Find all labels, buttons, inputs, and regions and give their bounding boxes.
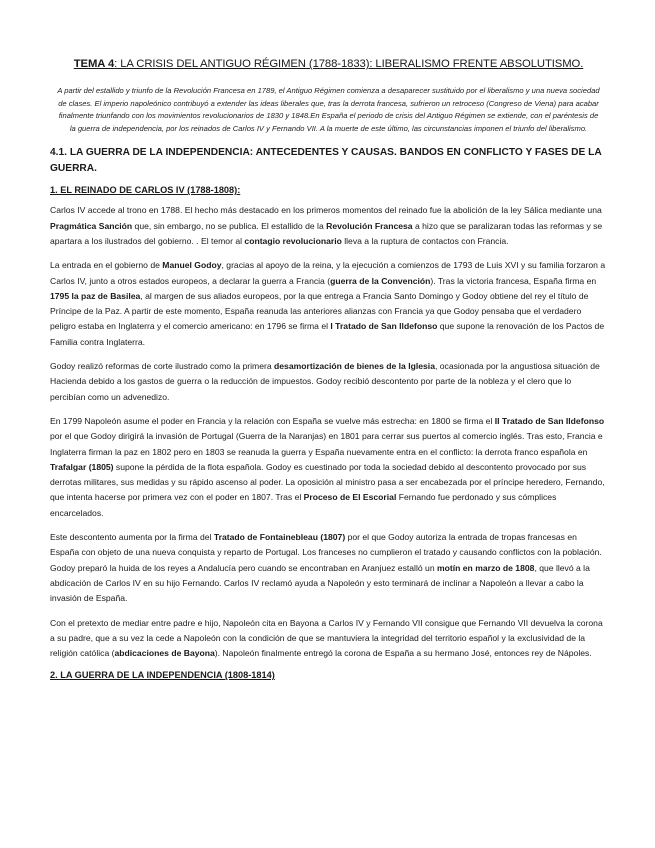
bold-term: Proceso de El Escorial — [303, 492, 397, 503]
text-run: por el que Godoy autoriza la entrada de tropas francesas en España con objeto de una nueva conquista y reparto de Portugal. Los franceses no cumplieron el tratado y causando conflictos con la población. Godoy preparó la huida de los reyes a Andalucía pero cuando se encontraban en Aranjuez estalló un — [50, 532, 602, 573]
text-run: La entrada en el gobierno de — [50, 260, 163, 271]
bold-term: contagio revolucionario — [244, 235, 342, 246]
body-paragraph — [50, 414, 607, 521]
text-run: a hizo que se paralizaran todas las reformas y se apartara a los ilustrados del gobierno. . El temor al — [50, 220, 603, 246]
text-run: Con el pretexto de mediar entre padre e hijo, Napoleón cita en Bayona a Carlos IV y Fernando VII consigue que Fernando VII devuelva la corona a su padre, que a su vez la cede a Napoleón con la condición de que se mantuviera la integridad del territorio español y la exclusividad de la religión católica ( — [50, 617, 603, 659]
text-run: Godoy realizó reformas de corte ilustrado como la primera — [50, 361, 275, 372]
text-run: , que llevó a la abdicación de Carlos IV en su hijo Fernando. Carlos IV reclamó ayuda a Napoleón y esto terminará de inclinar a Napoleón a llevar a cabo la invasión de España. — [50, 562, 590, 604]
text-run: por el que Godoy dirigirá la invasión de Portugal (Guerra de la Naranjas) en 1801 para cerrar sus puertos al comercio inglés. Tras esto, Francia e Inglaterra firman la paz en 1802 pero en 1803 se reanuda la guerra y España nuevamente entra en el conflicto: la derrota franco española en — [50, 431, 603, 457]
section-heading: 4.1. LA GUERRA DE LA INDEPENDENCIA: ANTECEDENTES Y CAUSAS. BANDOS EN CONFLICTO Y FASES DE LA GUERRA. — [50, 147, 602, 175]
text-run: Este descontento aumenta por la firma del — [50, 532, 214, 543]
bold-term: guerra de la Convención — [330, 275, 431, 286]
document-title — [50, 58, 607, 70]
text-run: , ocasionada por la angustiosa situación de Hacienda debido a los gastos de guerra o la reducción de impuestos. Godoy recibió descontento por parte de la nobleza y el clero que lo percibían como un advenedizo. — [50, 361, 600, 402]
title-topic-label: TEMA 4 — [73, 58, 115, 70]
bold-term: abdicaciones de Bayona — [114, 648, 215, 659]
text-run: , gracias al apoyo de la reina, y la ejecución a comienzos de 1793 de Luis XVI y su familia forzaron a Carlos IV, junto a otros estados europeos, a declarar la guerra a Francia ( — [50, 260, 606, 286]
bold-term: I Tratado de San Ildefonso — [330, 321, 438, 332]
text-run: En 1799 Napoleón asume el poder en Francia y la relación con España se vuelve más estrecha: en 1800 se firma el — [50, 415, 495, 426]
text-run: que, sin embargo, no se publica. El estallido de la — [132, 220, 327, 231]
text-run: ). Napoleón finalmente entregó la corona de España a su hermano José, entonces rey de Nápoles. — [214, 648, 592, 659]
bold-term: 1795 la paz de Basilea — [50, 290, 141, 301]
title-text: : LA CRISIS DEL ANTIGUO RÉGIMEN (1788-1833): LIBERALISMO FRENTE ABSOLUTISMO. — [114, 58, 584, 70]
text-run: Carlos IV accede al trono en 1788. El hecho más destacado en los primeros momentos del reinado fue la abolición de la ley Sálica mediante una — [50, 205, 602, 216]
bold-term: II Tratado de San Ildefonso — [494, 415, 605, 426]
body-paragraph — [50, 359, 607, 405]
bold-term: Manuel Godoy — [162, 260, 222, 271]
body-paragraph — [50, 616, 607, 662]
body-paragraphs — [50, 203, 607, 661]
body-paragraph — [50, 530, 607, 606]
bold-term: desamortización de bienes de la Iglesia — [274, 361, 435, 372]
bold-term: Pragmática Sanción — [50, 220, 133, 231]
bold-term: Revolución Francesa — [326, 220, 413, 231]
text-run: que supone la renovación de los Pactos de Familia contra Inglaterra. — [50, 321, 605, 347]
text-run: , al margen de sus aliados europeos, por la que entrega a Francia Santo Domingo y Godoy obtiene del rey el título de Príncipe de la Paz. A partir de este momento, España reanuda las anteriores alianzas con Francia ya que Godoy pensaba que el verdadero peligro estaba en Inglaterra y el comercio americano: en 1796 se firma el — [50, 290, 589, 332]
bold-term: Tratado de Fontainebleau (1807) — [213, 532, 346, 543]
bold-term: motín en marzo de 1808 — [437, 562, 535, 573]
body-paragraph — [50, 203, 607, 249]
text-run: ). Tras la victoria francesa, España firma en — [430, 275, 597, 286]
subheading-carlos-iv: 1. EL REINADO DE CARLOS IV (1788-1808): — [50, 185, 241, 196]
text-run: Fernando fue perdonado y sus cómplices encarcelados. — [50, 492, 557, 518]
bold-term: Trafalgar (1805) — [50, 461, 114, 472]
body-paragraph — [50, 258, 607, 350]
intro-paragraph: A partir del estallido y triunfo de la Revolución Francesa en 1789, el Antiguo Régimen comienza a desaparecer sustituido por el liberalismo y una nueva sociedad de clases. El imperio napoleónico contribuyó a extender las ideas liberales que, tras la derrota francesa, sufrieron un retroceso (Congreso de Viena) para acabar finalmente triunfando con los movimientos revolucionarios de 1830 y 1848.En España el periodo de crisis del Antiguo Régimen se extiende, con el paréntesis de la guerra de independencia, por los reinados de Carlos IV y Fernando VII. A la muerte de este último, las circunstancias imponen el triunfo del liberalismo. — [57, 86, 600, 133]
subheading-guerra-independencia: 2. LA GUERRA DE LA INDEPENDENCIA (1808-1814) — [50, 670, 275, 681]
text-run: supone la pérdida de la flota española. Godoy es cuestinado por toda la sociedad debido al descontento provocado por sus derrotas militares, sus medidas y su rápido ascenso al poder. La oposición al ministro pasa a ser encabezada por el príncipe heredero, Fernando, que intenta hacerse por primera vez con el poder en 1807. Tras el — [50, 461, 605, 503]
text-run: lleva a la ruptura de contactos con Francia. — [341, 235, 509, 246]
